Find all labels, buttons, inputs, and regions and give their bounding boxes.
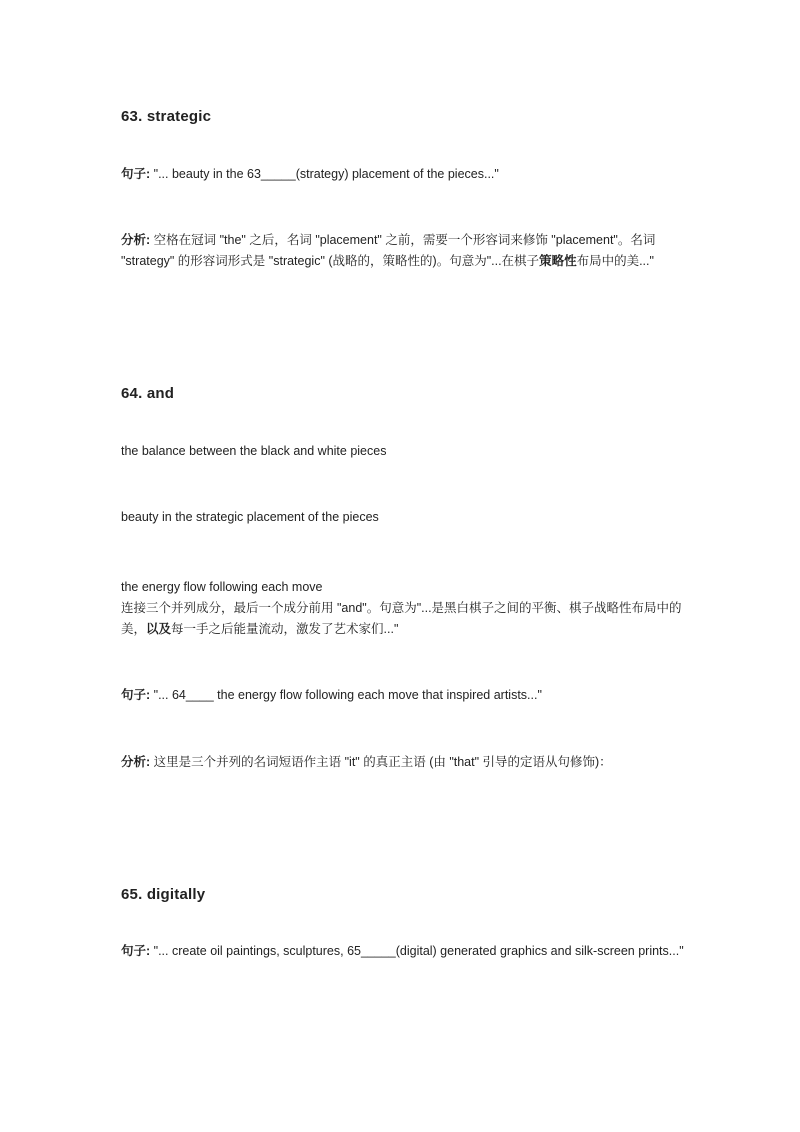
section-63-analysis bbox=[121, 230, 691, 272]
sentence-text: "... beauty in the 63_____(strategy) placement of the pieces..." bbox=[150, 167, 499, 181]
section-63-heading: 63. strategic bbox=[121, 108, 212, 125]
explanation-text: 连接三个并列成分，最后一个成分前用 "and"。句意为"...是黑白棋子之间的平衡、棋子战略性布局中的美， bbox=[121, 601, 682, 636]
sentence-label: 句子: bbox=[121, 944, 151, 958]
sentence-text: "... create oil paintings, sculptures, 65_____(digital) generated graphics and silk-screen prints..." bbox=[150, 944, 684, 958]
section-64-heading: 64. and bbox=[121, 385, 175, 402]
explanation-emphasis: 以及 bbox=[146, 622, 172, 636]
section-65-sentence bbox=[121, 941, 691, 962]
section-64-analysis bbox=[121, 752, 691, 773]
section-64-item-3: the energy flow following each move bbox=[121, 580, 323, 594]
analysis-label: 分析: bbox=[121, 755, 151, 769]
sentence-text: "... 64____ the energy flow following each move that inspired artists..." bbox=[150, 688, 542, 702]
section-63-sentence bbox=[121, 164, 691, 185]
section-64-item-1: the balance between the black and white pieces bbox=[121, 444, 387, 458]
explanation-text-end: 每一手之后能量流动，激发了艺术家们..." bbox=[171, 622, 399, 636]
analysis-text: 空格在冠词 "the" 之后，名词 "placement" 之前，需要一个形容词来修饰 "placement"。名词 "strategy" 的形容词形式是 "strategic" (战略的，策略性的)。句意为"...在棋子 bbox=[121, 233, 656, 268]
section-64-item-2: beauty in the strategic placement of the pieces bbox=[121, 510, 379, 524]
analysis-label: 分析: bbox=[121, 233, 151, 247]
sentence-label: 句子: bbox=[121, 688, 151, 702]
sentence-label: 句子: bbox=[121, 167, 151, 181]
analysis-text-end: 布局中的美..." bbox=[576, 254, 654, 268]
analysis-emphasis: 策略性 bbox=[539, 254, 577, 268]
section-64-sentence bbox=[121, 685, 691, 706]
analysis-text: 这里是三个并列的名词短语作主语 "it" 的真正主语 (由 "that" 引导的定语从句修饰)： bbox=[150, 755, 612, 769]
section-64-explanation bbox=[121, 598, 691, 640]
section-65-heading: 65. digitally bbox=[121, 886, 206, 903]
